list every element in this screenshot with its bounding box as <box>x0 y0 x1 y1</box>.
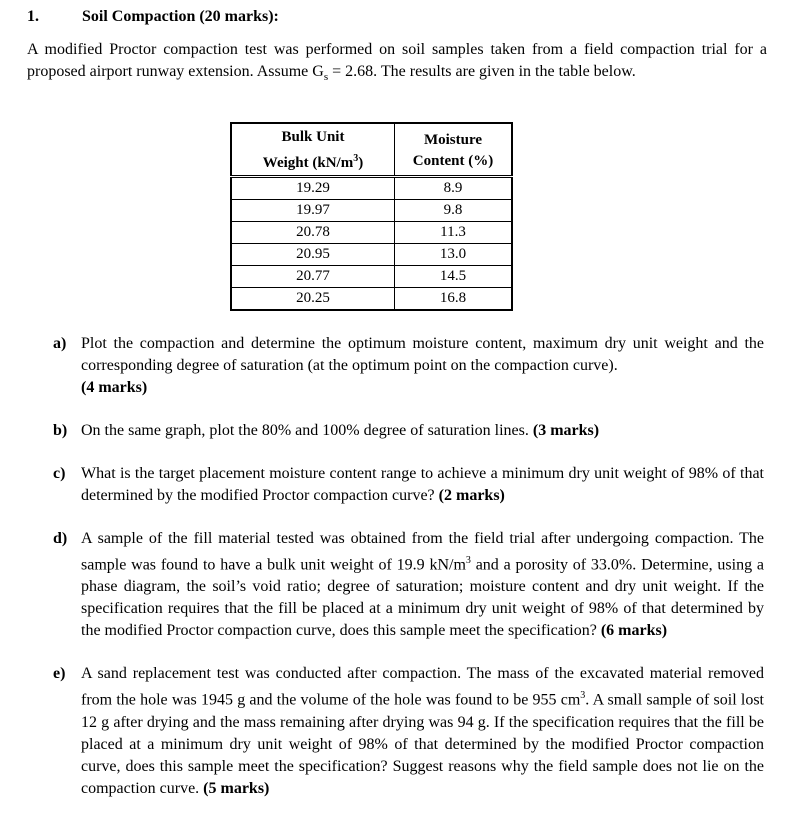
header-moisture-content <box>395 123 513 177</box>
bulk-cell: 19.97 <box>231 200 395 222</box>
part-b <box>53 420 764 442</box>
part-a-label: a) <box>53 335 67 352</box>
table-row <box>231 266 512 288</box>
moisture-cell: 8.9 <box>395 177 513 200</box>
bulk-cell: 20.77 <box>231 266 395 288</box>
question-parts <box>53 333 764 821</box>
table-row <box>231 177 512 200</box>
header-moist-line-1: Moisture <box>423 131 483 148</box>
moisture-cell: 9.8 <box>395 200 513 222</box>
bulk-cell: 19.29 <box>231 177 395 200</box>
bulk-cell: 20.95 <box>231 244 395 266</box>
part-a-body: Plot the compaction and determine the optimum moisture content, maximum dry unit weight and the corresponding degree of saturation (at the optimum point on the compaction curve). <box>81 335 764 374</box>
intro-text-b: = 2.68. The results are given in the table below. <box>328 63 636 80</box>
header-bulk-unit-weight <box>231 123 395 177</box>
part-a-marks: (4 marks) <box>81 379 148 396</box>
question-intro <box>27 39 767 88</box>
part-d-sup: 3 <box>465 555 471 566</box>
part-c <box>53 463 764 507</box>
table-row <box>231 200 512 222</box>
part-a <box>53 333 764 399</box>
header-bulk-line-1: Bulk Unit <box>281 129 345 145</box>
part-c-text <box>81 463 764 507</box>
part-b-text <box>81 420 764 442</box>
part-b-body: On the same graph, plot the 80% and 100% degree of saturation lines. <box>81 422 533 439</box>
part-d-body-2: and a porosity of 33.0%. Determine, using a phase diagram, the soil’s void ratio; degree of saturation; moisture content and dry unit weight. If the specification requires that the fill be placed at a minimum dry unit weight of 98% of that determined by the modified Proctor compaction curve, does this sample meet the specification? <box>81 556 764 640</box>
part-e-marks: (5 marks) <box>203 779 270 797</box>
part-c-label: c) <box>53 465 66 482</box>
intro-subscript: s <box>323 71 329 84</box>
part-e <box>53 663 764 799</box>
part-b-marks: (3 marks) <box>532 422 600 439</box>
part-a-text <box>81 333 764 399</box>
question-heading <box>27 8 279 26</box>
table-row <box>231 244 512 266</box>
results-table <box>230 122 513 311</box>
part-d-text <box>81 528 764 642</box>
header-bulk-line-2: Weight (kN/m <box>262 155 354 171</box>
moisture-cell: 13.0 <box>395 244 513 266</box>
header-bulk-sup: 3 <box>353 153 359 164</box>
part-c-body: What is the target placement moisture content range to achieve a minimum dry unit weight of 98% of that determined by the modified Proctor compaction curve? <box>81 465 764 504</box>
question-number: 1. <box>27 8 39 25</box>
header-bulk-close: ) <box>358 155 364 171</box>
part-e-sup: 3 <box>580 690 586 702</box>
part-e-body-2: . A small sample of soil lost 12 g after drying and the mass remaining after drying was 94 g. If the specification requires that the fill be placed at a minimum dry unit weight of 98% of that determined by the modified Proctor compaction curve, does this sample meet the specification? Suggest reasons why the field sample does not lie on the compaction curve. <box>81 691 764 797</box>
moisture-cell: 14.5 <box>395 266 513 288</box>
header-moist-line-2: Content (%) <box>412 152 494 169</box>
bulk-cell: 20.78 <box>231 222 395 244</box>
part-d <box>53 528 764 642</box>
intro-text-a: A modified Proctor compaction test was performed on soil samples taken from a field compaction trial for a proposed airport runway extension. Assume G <box>27 41 767 80</box>
part-d-marks: (6 marks) <box>600 622 668 640</box>
part-d-label: d) <box>53 530 68 547</box>
part-e-text <box>81 663 764 799</box>
bulk-cell: 20.25 <box>231 288 395 311</box>
moisture-cell: 11.3 <box>395 222 513 244</box>
table-header-row <box>231 123 512 177</box>
part-e-body-1: A sand replacement test was conducted after compaction. The mass of the excavated material removed from the hole was 1945 g and the volume of the hole was found to be 955 cm <box>81 665 764 709</box>
moisture-cell: 16.8 <box>395 288 513 311</box>
part-b-label: b) <box>53 422 68 439</box>
part-e-label: e) <box>53 665 66 683</box>
table-row <box>231 288 512 311</box>
part-d-body-1: A sample of the fill material tested was obtained from the field trial after undergoing compaction. The sample was found to have a bulk unit weight of 19.9 kN/m <box>81 530 764 574</box>
part-c-marks: (2 marks) <box>438 487 505 504</box>
table-row <box>231 222 512 244</box>
question-title: Soil Compaction (20 marks): <box>82 8 279 25</box>
